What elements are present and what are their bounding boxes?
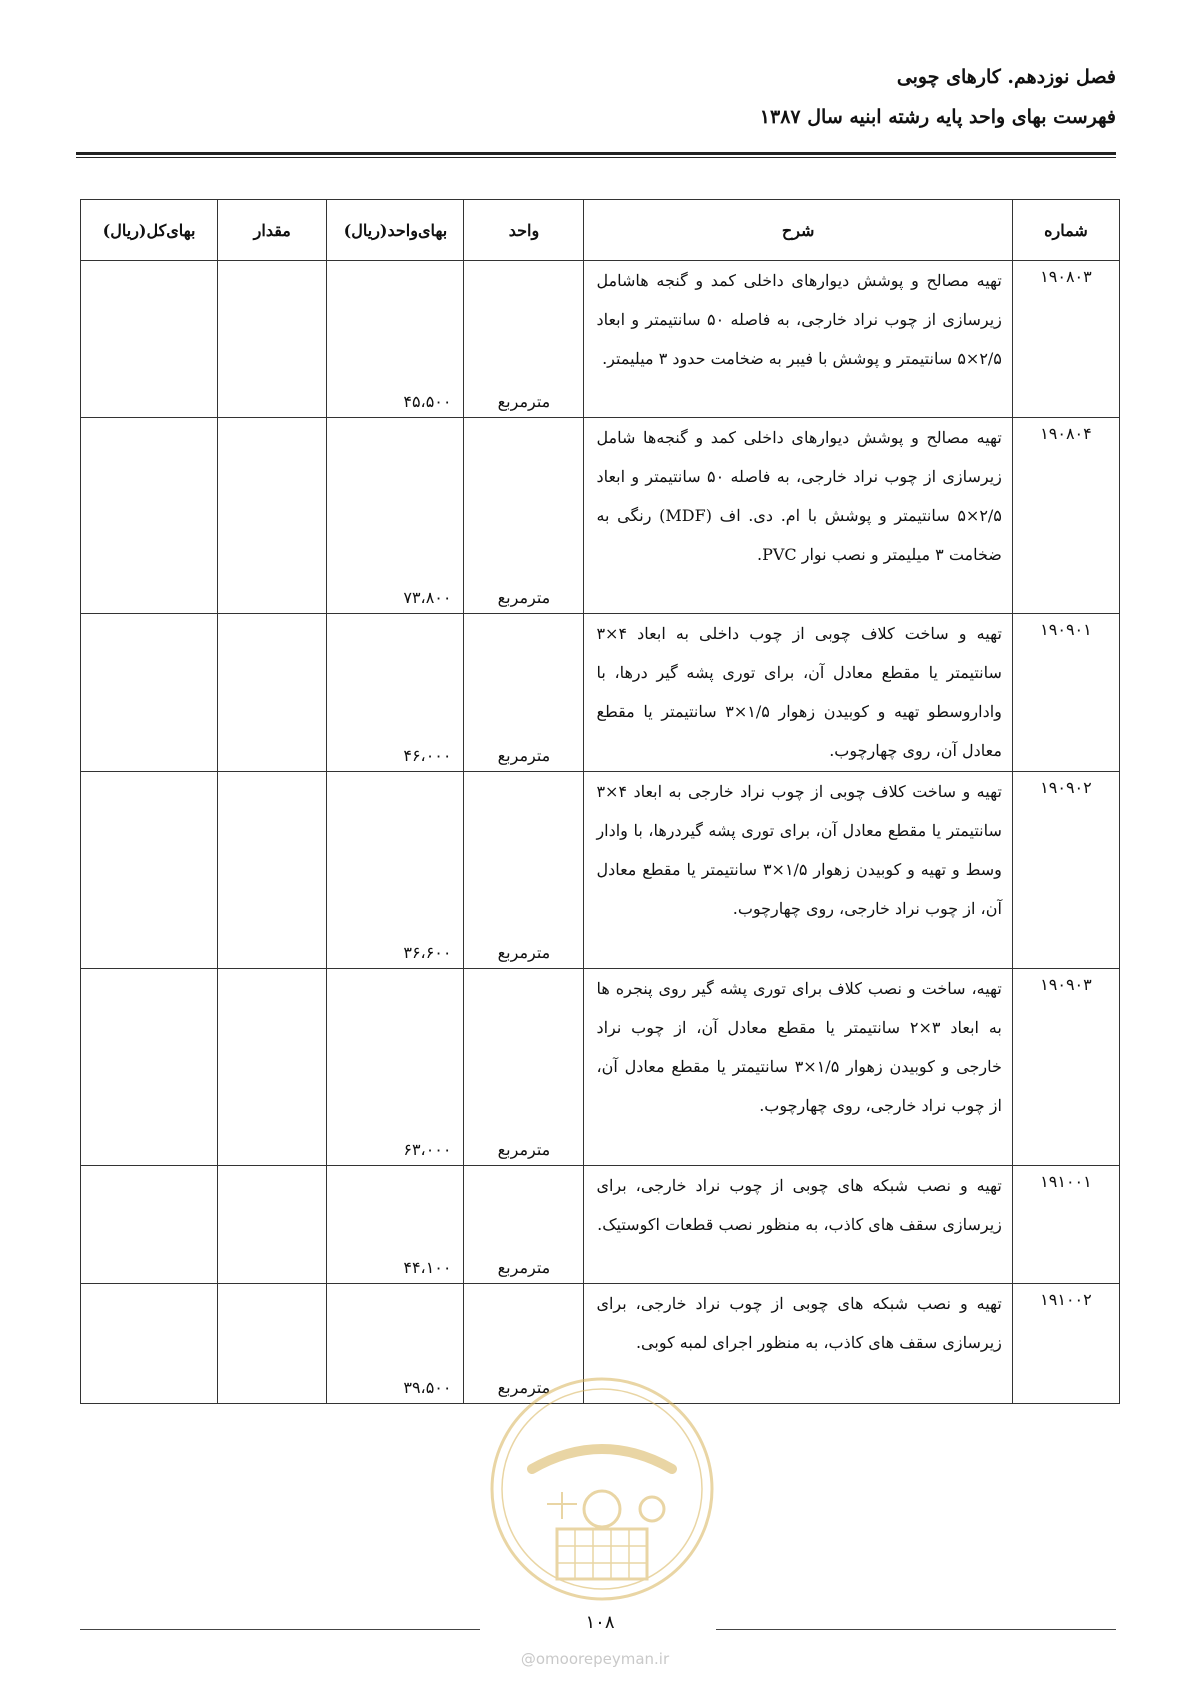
item-quantity [218, 772, 327, 969]
item-total-price [81, 1284, 218, 1404]
item-unit: مترمربع [464, 614, 584, 772]
page-header [76, 60, 1116, 134]
item-unit-price: ۴۶،۰۰۰ [327, 614, 464, 772]
item-unit-price: ۷۳،۸۰۰ [327, 418, 464, 614]
item-description: تهیه و ساخت کلاف چوبی از چوب داخلی به ابعاد ۴×۳ سانتیمتر یا مقطع معادل آن، برای توری پشه گیر درها، با واداروسطو تهیه و کوبیدن زهوار ۱/۵×۳ سانتیمتر یا مقطع معادل آن، روی چهارچوب. [584, 614, 1012, 772]
item-unit: مترمربع [464, 969, 584, 1166]
item-quantity [218, 1284, 327, 1404]
item-code: ۱۹۰۸۰۳ [1012, 261, 1119, 418]
page-number: ۱۰۸ [585, 1612, 615, 1633]
table-row [81, 261, 1120, 418]
item-unit: مترمربع [464, 261, 584, 418]
item-unit-price: ۳۹،۵۰۰ [327, 1284, 464, 1404]
item-quantity [218, 261, 327, 418]
item-total-price [81, 1166, 218, 1284]
item-code: ۱۹۰۹۰۳ [1012, 969, 1119, 1166]
item-unit: مترمربع [464, 1284, 584, 1404]
item-unit-price: ۴۵،۵۰۰ [327, 261, 464, 418]
item-description: تهیه و نصب شبکه های چوبی از چوب نراد خارجی، برای زیرسازی سقف های کاذب، به منظور اجرای لمبه کوبی. [584, 1284, 1012, 1404]
chapter-title: فصل نوزدهم. کارهای چوبی [896, 66, 1116, 88]
item-total-price [81, 969, 218, 1166]
column-header-total-price: بهای‌کل(ریال) [81, 200, 218, 261]
column-header-description: شرح [584, 200, 1012, 261]
column-header-unit-price: بهای‌واحد(ریال) [327, 200, 464, 261]
table-row [81, 614, 1120, 772]
item-description: تهیه، ساخت و نصب کلاف برای توری پشه گیر روی پنجره ها به ابعاد ۳×۲ سانتیمتر یا مقطع معادل آن، از چوب نراد خارجی و کوبیدن زهوار ۱/۵×۳ سانتیمتر یا مقطع معادل آن، از چوب نراد خارجی، روی چهارچوب. [584, 969, 1012, 1166]
item-quantity [218, 614, 327, 772]
item-code: ۱۹۰۹۰۲ [1012, 772, 1119, 969]
column-header-unit: واحد [464, 200, 584, 261]
seal-logo-icon [487, 1374, 717, 1604]
column-header-code: شماره [1012, 200, 1119, 261]
header-divider [76, 152, 1116, 158]
item-code: ۱۹۱۰۰۲ [1012, 1284, 1119, 1404]
column-header-quantity: مقدار [218, 200, 327, 261]
price-table [80, 199, 1120, 1404]
footer-rule-right [716, 1629, 1116, 1630]
item-unit-price: ۳۶،۶۰۰ [327, 772, 464, 969]
item-total-price [81, 261, 218, 418]
item-total-price [81, 418, 218, 614]
item-unit-price: ۶۳،۰۰۰ [327, 969, 464, 1166]
site-url: @omoorepeyman.ir [520, 1650, 670, 1668]
list-title: فهرست بهای واحد پایه رشته ابنیه سال ۱۳۸۷ [759, 106, 1116, 128]
table-row [81, 1166, 1120, 1284]
table-row [81, 418, 1120, 614]
item-code: ۱۹۰۹۰۱ [1012, 614, 1119, 772]
item-description: تهیه و نصب شبکه های چوبی از چوب نراد خارجی، برای زیرسازی سقف های کاذب، به منظور نصب قطعات اکوستیک. [584, 1166, 1012, 1284]
item-code: ۱۹۱۰۰۱ [1012, 1166, 1119, 1284]
table-row [81, 969, 1120, 1166]
item-unit-price: ۴۴،۱۰۰ [327, 1166, 464, 1284]
item-quantity [218, 1166, 327, 1284]
item-quantity [218, 418, 327, 614]
item-total-price [81, 772, 218, 969]
item-unit: مترمربع [464, 418, 584, 614]
item-unit: مترمربع [464, 772, 584, 969]
item-total-price [81, 614, 218, 772]
item-description: تهیه مصالح و پوشش دیوارهای داخلی کمد و گنجه هاشامل زیرسازی از چوب نراد خارجی، به فاصله ۵۰ سانتیمتر و ابعاد ۲/۵×۵ سانتیمتر و پوشش با فیبر به ضخامت حدود ۳ میلیمتر. [584, 261, 1012, 418]
footer-rule-left [80, 1629, 480, 1630]
table-row [81, 772, 1120, 969]
item-description: تهیه و ساخت کلاف چوبی از چوب نراد خارجی به ابعاد ۴×۳ سانتیمتر یا مقطع معادل آن، برای توری پشه گیردرها، با وادار وسط و تهیه و کوبیدن زهوار ۱/۵×۳ سانتیمتر یا مقطع معادل آن، از چوب نراد خارجی، روی چهارچوب. [584, 772, 1012, 969]
item-unit: مترمربع [464, 1166, 584, 1284]
table-header-row [81, 200, 1120, 261]
item-code: ۱۹۰۸۰۴ [1012, 418, 1119, 614]
item-description: تهیه مصالح و پوشش دیوارهای داخلی کمد و گنجه‌ها شامل زیرسازی از چوب نراد خارجی، به فاصله ۵۰ سانتیمتر و ابعاد ۲/۵×۵ سانتیمتر و پوشش با ام. دی. اف (MDF) رنگی به ضخامت ۳ میلیمتر و نصب نوار PVC. [584, 418, 1012, 614]
item-quantity [218, 969, 327, 1166]
